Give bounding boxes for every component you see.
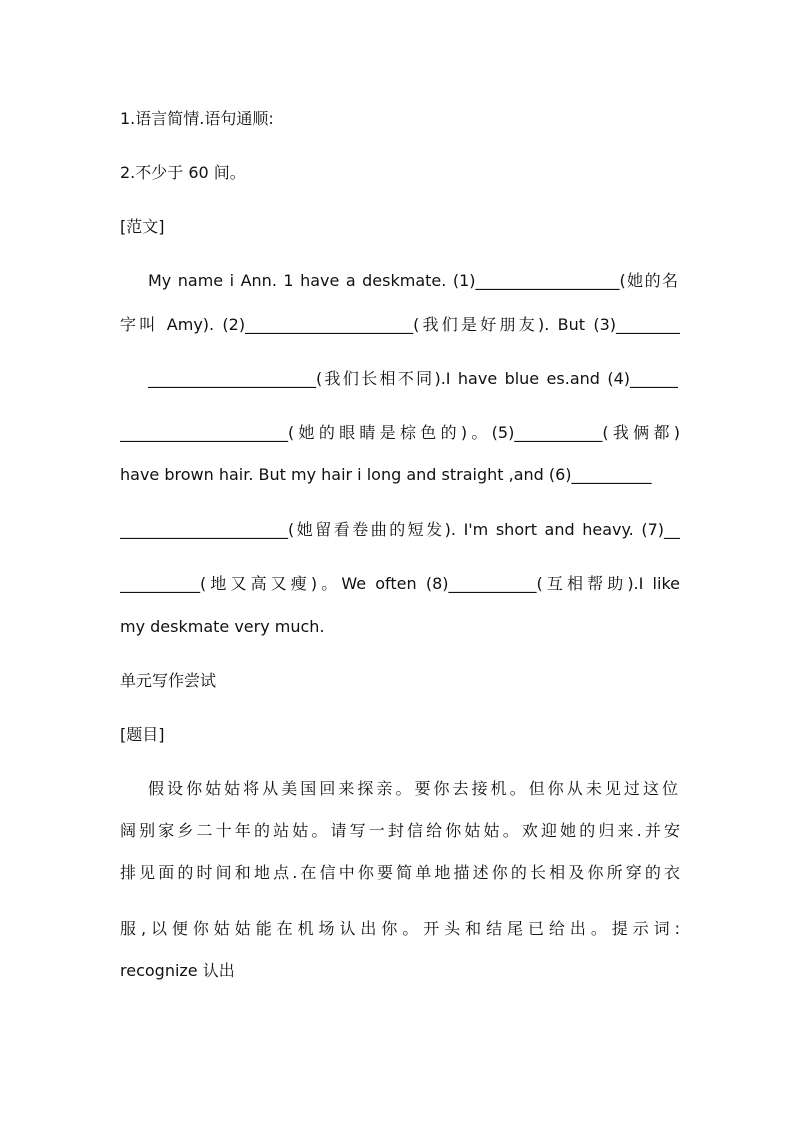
sample-line-6: _____________________(她留看卷曲的短发). I'm short and heavy. (7)__ (120, 520, 680, 539)
sample-line-8: my deskmate very much. (120, 617, 325, 636)
sample-line-5: have brown hair. But my hair i long and straight ,and (6)__________ (120, 465, 652, 484)
sample-line-3: _____________________(我们长相不同).I have blue es.and (4)______ (148, 369, 678, 388)
prompt-heading: [题目] (120, 725, 165, 744)
prompt-line-2: 阔别家乡二十年的站姑。请写一封信给你姑姑。欢迎她的归来.并安 (120, 821, 680, 840)
requirement-item-1: 1.语言简情.语句通顺: (120, 109, 274, 128)
sample-line-7: __________(地又高又瘦)。We often (8)___________(互相帮助).I like (120, 574, 680, 593)
prompt-line-5: recognize 认出 (120, 961, 235, 980)
sample-line-4: _____________________(她的眼睛是棕色的)。(5)___________(我俩都) (120, 423, 680, 442)
sample-heading: [范文] (120, 217, 165, 236)
prompt-line-1: 假设你姑姑将从美国回来探亲。要你去接机。但你从未见过这位 (148, 779, 678, 798)
unit-section-title: 单元写作尝试 (120, 671, 217, 690)
prompt-line-4: 服,以便你姑姑能在机场认出你。开头和结尾已给出。提示词: (120, 919, 680, 938)
sample-line-2: 字叫 Amy). (2)_____________________(我们是好朋友). But (3)________ (120, 315, 680, 334)
requirement-item-2: 2.不少于 60 间。 (120, 163, 246, 182)
sample-line-1: My name i Ann. 1 have a deskmate. (1)__________________(她的名 (148, 271, 678, 290)
prompt-line-3: 排见面的时间和地点.在信中你要简单地描述你的长相及你所穿的衣 (120, 863, 680, 882)
